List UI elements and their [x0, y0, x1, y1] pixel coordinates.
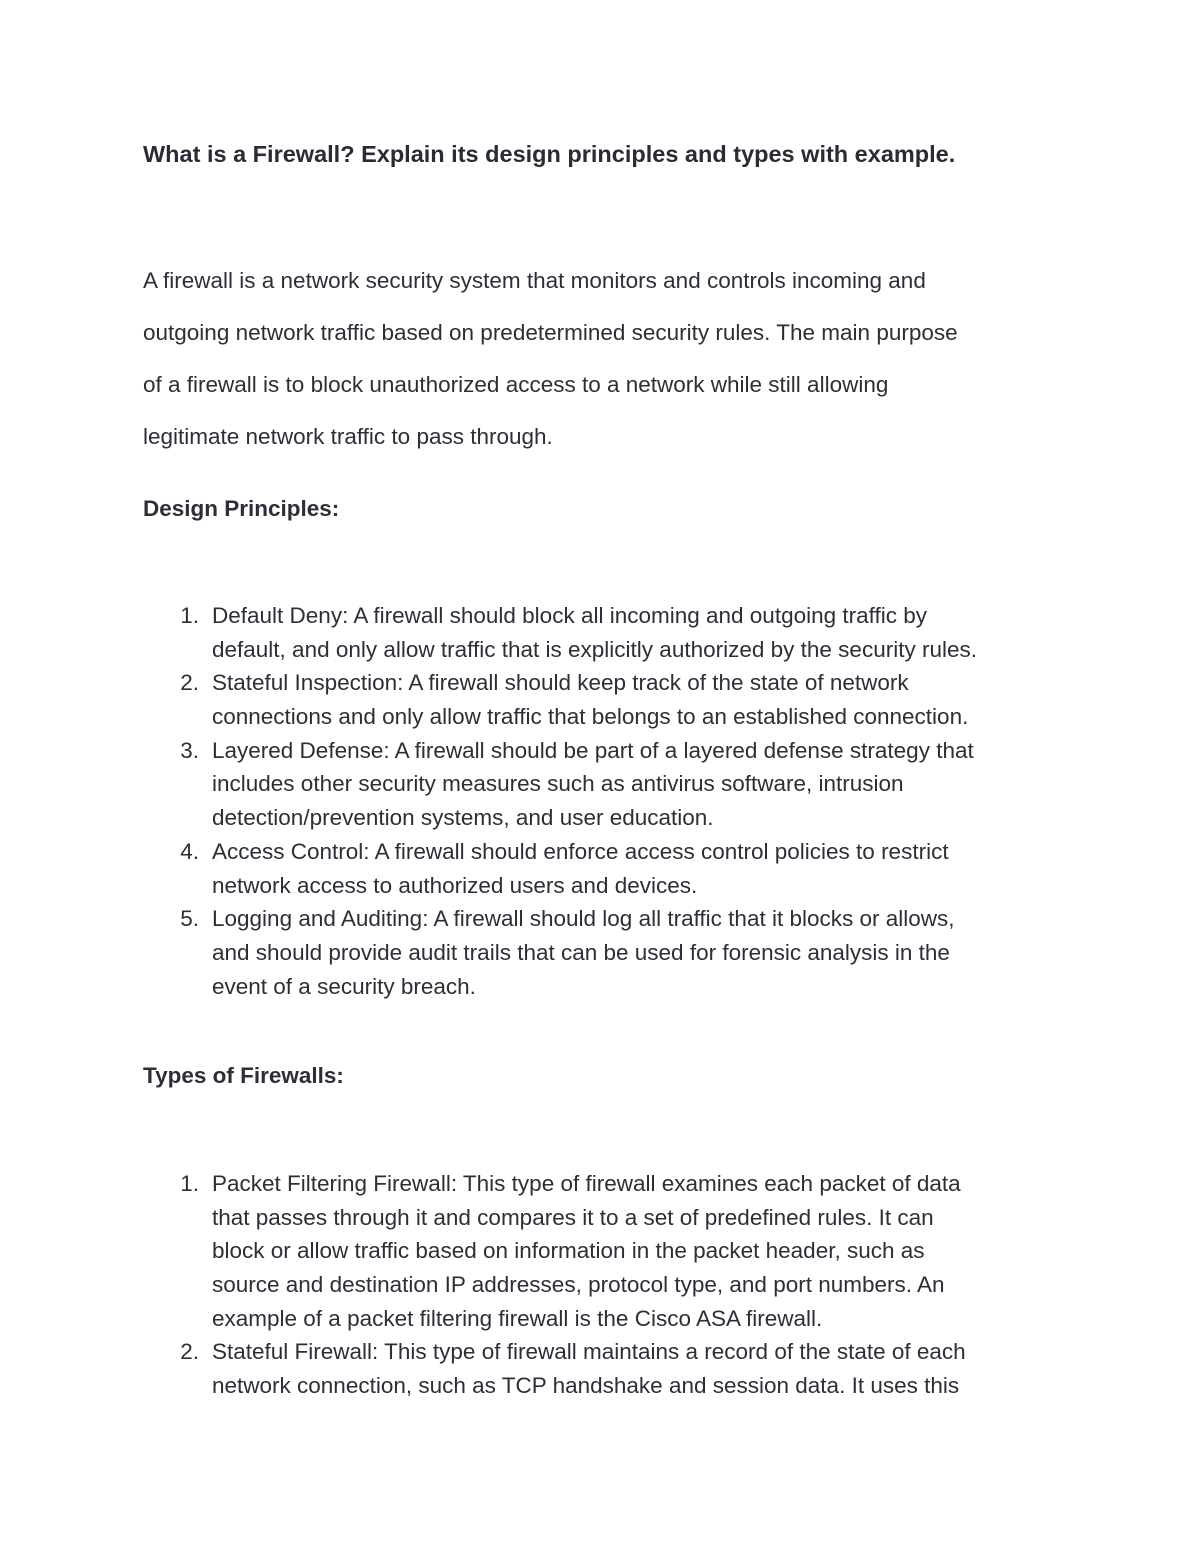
list-item-line: source and destination IP addresses, protocol type, and port numbers. An: [212, 1272, 945, 1298]
list-item: [143, 1167, 1103, 1335]
list-item-number: 1.: [180, 603, 199, 628]
list-item-line: Default Deny: A firewall should block all incoming and outgoing traffic by: [212, 603, 927, 628]
list-item-line: Stateful Inspection: A firewall should keep track of the state of network: [212, 670, 909, 696]
design-principles-list: [143, 599, 1103, 1003]
types-of-firewalls-heading: Types of Firewalls:: [143, 1063, 344, 1088]
list-item: [143, 734, 1103, 835]
intro-line: A firewall is a network security system that monitors and controls incoming and: [143, 268, 926, 293]
list-item-line: Logging and Auditing: A firewall should log all traffic that it blocks or allows,: [212, 906, 955, 932]
list-item-line: Packet Filtering Firewall: This type of firewall examines each packet of data: [212, 1171, 961, 1196]
list-item-line: Stateful Firewall: This type of firewall maintains a record of the state of each: [212, 1339, 966, 1365]
list-item-line: network connection, such as TCP handshake and session data. It uses this: [212, 1373, 960, 1399]
list-item: [143, 1335, 1103, 1402]
list-item-number: 5.: [180, 906, 199, 932]
list-item: [143, 666, 1103, 733]
list-item-line: connections and only allow traffic that belongs to an established connection.: [212, 704, 969, 730]
list-item-line: event of a security breach.: [212, 973, 476, 999]
list-item-line: Access Control: A firewall should enforce access control policies to restrict: [212, 838, 949, 864]
list-item: [143, 835, 1103, 902]
intro-line: of a firewall is to block unauthorized access to a network while still allowing: [143, 372, 889, 397]
intro-line: outgoing network traffic based on predetermined security rules. The main purpose: [143, 320, 958, 345]
types-of-firewalls-list: [143, 1167, 1103, 1403]
list-item-line: block or allow traffic based on information in the packet header, such as: [212, 1238, 925, 1264]
list-item-number: 2.: [180, 670, 199, 696]
list-item-line: that passes through it and compares it to a set of predefined rules. It can: [212, 1204, 934, 1230]
list-item-number: 4.: [180, 838, 199, 864]
list-item-number: 1.: [180, 1171, 199, 1196]
list-item-number: 2.: [180, 1339, 199, 1365]
list-item: [143, 902, 1103, 1003]
list-item-line: detection/prevention systems, and user education.: [212, 805, 714, 831]
list-item-line: default, and only allow traffic that is explicitly authorized by the security rules.: [212, 636, 977, 662]
design-principles-heading: Design Principles:: [143, 496, 340, 521]
list-item-number: 3.: [180, 737, 199, 763]
document-title: What is a Firewall? Explain its design principles and types with example.: [143, 141, 956, 167]
list-item-line: includes other security measures such as antivirus software, intrusion: [212, 771, 904, 797]
intro-paragraph: [143, 255, 1103, 463]
intro-line: legitimate network traffic to pass through.: [143, 424, 553, 449]
list-item: [143, 599, 1103, 666]
list-item-line: example of a packet filtering firewall is the Cisco ASA firewall.: [212, 1305, 823, 1331]
list-item-line: Layered Defense: A firewall should be part of a layered defense strategy that: [212, 737, 974, 763]
list-item-line: network access to authorized users and devices.: [212, 872, 698, 898]
list-item-line: and should provide audit trails that can be used for forensic analysis in the: [212, 939, 950, 965]
